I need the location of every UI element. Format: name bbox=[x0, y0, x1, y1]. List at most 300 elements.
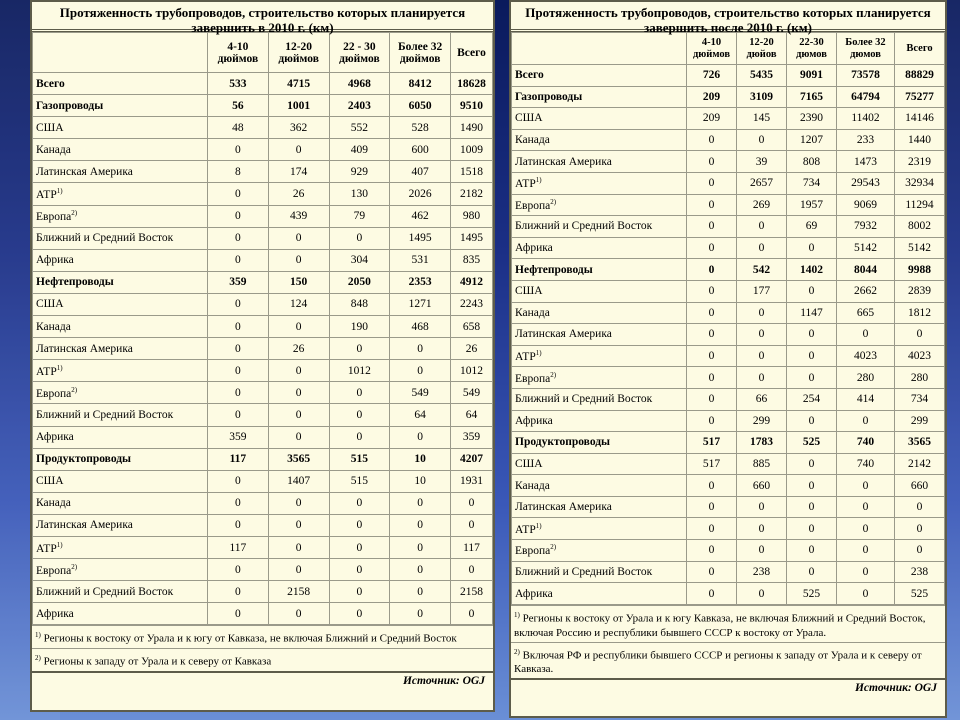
table-cell: 0 bbox=[787, 453, 837, 475]
table-cell: 64 bbox=[451, 404, 493, 426]
table-cell: 11294 bbox=[895, 194, 945, 216]
table-row bbox=[33, 117, 493, 139]
row-label bbox=[512, 496, 687, 518]
table-row bbox=[512, 151, 945, 173]
row-label bbox=[33, 271, 208, 293]
row-label-text: Канада bbox=[36, 143, 71, 156]
row-label bbox=[512, 172, 687, 194]
row-label bbox=[33, 139, 208, 161]
table-cell: 1440 bbox=[895, 129, 945, 151]
table-cell: 8 bbox=[208, 161, 269, 183]
right-column-header: 22-30 дюмов bbox=[787, 33, 837, 65]
row-label-text: Африка bbox=[36, 254, 74, 267]
footnote-ref: 2) bbox=[71, 385, 78, 394]
table-row bbox=[512, 259, 945, 281]
table-cell: 0 bbox=[329, 581, 390, 603]
table-cell: 0 bbox=[737, 302, 787, 324]
footnote-mark: 2) bbox=[514, 647, 520, 656]
table-cell: 1957 bbox=[787, 194, 837, 216]
row-label-text: США bbox=[36, 298, 64, 311]
table-cell: 14146 bbox=[895, 108, 945, 130]
table-cell: 9988 bbox=[895, 259, 945, 281]
row-label bbox=[512, 216, 687, 238]
table-row bbox=[33, 603, 493, 625]
table-cell: 0 bbox=[687, 172, 737, 194]
table-cell: 848 bbox=[329, 293, 390, 315]
table-cell: 0 bbox=[787, 561, 837, 583]
right-header-row bbox=[512, 33, 945, 65]
table-cell: 145 bbox=[737, 108, 787, 130]
table-cell: 0 bbox=[208, 183, 269, 205]
left-table-title: Протяженность трубопроводов, строительство которых планируется завершить в 2010 г. (км) bbox=[32, 2, 493, 32]
row-label bbox=[512, 345, 687, 367]
table-cell: 0 bbox=[451, 514, 493, 536]
table-cell: 0 bbox=[687, 302, 737, 324]
table-cell: 0 bbox=[208, 205, 269, 227]
table-cell: 0 bbox=[268, 249, 329, 271]
table-cell: 117 bbox=[208, 448, 269, 470]
footnote-mark: 1) bbox=[35, 631, 41, 640]
table-row bbox=[33, 73, 493, 95]
row-label-text: Всего bbox=[36, 77, 65, 90]
left-header-row bbox=[33, 33, 493, 73]
table-cell: 409 bbox=[329, 139, 390, 161]
table-cell: 600 bbox=[390, 139, 451, 161]
row-label-text: Африка bbox=[515, 242, 553, 255]
row-label-text: АТР bbox=[36, 542, 57, 555]
row-label-text: Нефтепроводы bbox=[515, 263, 593, 276]
table-row bbox=[512, 324, 945, 346]
row-label bbox=[512, 540, 687, 562]
right-table-panel bbox=[509, 0, 947, 718]
table-cell: 209 bbox=[687, 108, 737, 130]
table-cell: 66 bbox=[737, 388, 787, 410]
table-cell: 407 bbox=[390, 161, 451, 183]
table-cell: 1012 bbox=[329, 360, 390, 382]
table-cell: 549 bbox=[451, 382, 493, 404]
right-footnote-2 bbox=[511, 642, 945, 679]
row-label-text: США bbox=[36, 475, 64, 488]
row-label bbox=[33, 73, 208, 95]
table-cell: 0 bbox=[687, 540, 737, 562]
table-cell: 1402 bbox=[787, 259, 837, 281]
row-label-text: Латинская Америка bbox=[515, 155, 612, 168]
row-label bbox=[512, 237, 687, 259]
row-label bbox=[33, 559, 208, 581]
table-row bbox=[512, 453, 945, 475]
table-cell: 0 bbox=[268, 603, 329, 625]
row-label bbox=[33, 581, 208, 603]
table-row bbox=[512, 237, 945, 259]
table-cell: 0 bbox=[837, 410, 895, 432]
table-cell: 0 bbox=[895, 518, 945, 540]
right-column-header: Более 32 дюмов bbox=[837, 33, 895, 65]
table-cell: 0 bbox=[329, 338, 390, 360]
row-label bbox=[512, 432, 687, 454]
table-row bbox=[33, 205, 493, 227]
table-cell: 0 bbox=[208, 139, 269, 161]
table-cell: 665 bbox=[837, 302, 895, 324]
table-cell: 835 bbox=[451, 249, 493, 271]
footnote-text: Регионы к востоку от Урала и к югу от Кавказа, не включая Ближний и Средний Восток bbox=[43, 633, 457, 645]
row-label bbox=[512, 583, 687, 605]
footnote-text: Регионы к востоку от Урала и к югу Кавказа, не включая Ближний и Средний Восток, включая Россию и республики бывшего СССР к востоку от Урала. bbox=[514, 612, 926, 639]
row-label-text: АТР bbox=[36, 188, 57, 201]
row-label bbox=[512, 129, 687, 151]
table-row bbox=[33, 95, 493, 117]
table-cell: 1009 bbox=[451, 139, 493, 161]
row-label-text: Газопроводы bbox=[36, 99, 104, 112]
table-cell: 1473 bbox=[837, 151, 895, 173]
table-cell: 0 bbox=[687, 237, 737, 259]
table-row bbox=[33, 249, 493, 271]
table-cell: 517 bbox=[687, 453, 737, 475]
left-column-header: Всего bbox=[451, 33, 493, 73]
table-cell: 0 bbox=[787, 518, 837, 540]
table-cell: 8044 bbox=[837, 259, 895, 281]
table-cell: 0 bbox=[208, 470, 269, 492]
table-cell: 0 bbox=[687, 345, 737, 367]
table-cell: 1518 bbox=[451, 161, 493, 183]
right-column-header: Всего bbox=[895, 33, 945, 65]
footnote-ref: 2) bbox=[550, 197, 557, 206]
table-cell: 0 bbox=[687, 151, 737, 173]
row-label bbox=[33, 536, 208, 558]
table-cell: 0 bbox=[895, 324, 945, 346]
table-cell: 0 bbox=[208, 492, 269, 514]
table-cell: 130 bbox=[329, 183, 390, 205]
table-cell: 0 bbox=[837, 583, 895, 605]
table-row bbox=[512, 280, 945, 302]
table-cell: 1495 bbox=[390, 227, 451, 249]
right-footnote-1 bbox=[511, 605, 945, 642]
table-cell: 0 bbox=[208, 603, 269, 625]
row-label-text: Ближний и Средний Восток bbox=[515, 565, 653, 578]
table-cell: 808 bbox=[787, 151, 837, 173]
table-cell: 0 bbox=[390, 581, 451, 603]
footnote-text: Включая РФ и республики бывшего СССР и регионы к западу от Урала и к северу от Кавказа. bbox=[514, 649, 922, 676]
row-label bbox=[33, 117, 208, 139]
footnote-mark: 2) bbox=[35, 654, 41, 662]
table-row bbox=[512, 86, 945, 108]
table-row bbox=[512, 302, 945, 324]
table-cell: 1931 bbox=[451, 470, 493, 492]
table-cell: 1207 bbox=[787, 129, 837, 151]
row-label bbox=[512, 561, 687, 583]
row-label bbox=[512, 410, 687, 432]
table-cell: 2050 bbox=[329, 271, 390, 293]
table-cell: 0 bbox=[329, 227, 390, 249]
left-footnote-2 bbox=[32, 648, 493, 671]
table-cell: 0 bbox=[329, 536, 390, 558]
table-cell: 0 bbox=[208, 338, 269, 360]
table-cell: 88829 bbox=[895, 65, 945, 87]
table-cell: 1495 bbox=[451, 227, 493, 249]
footnote-mark: 1) bbox=[514, 610, 520, 619]
left-column-header: 22 - 30 дюймов bbox=[329, 33, 390, 73]
table-cell: 0 bbox=[329, 603, 390, 625]
table-row bbox=[512, 367, 945, 389]
row-label-text: Европа bbox=[515, 372, 551, 385]
table-cell: 660 bbox=[895, 475, 945, 497]
row-label bbox=[512, 324, 687, 346]
table-row bbox=[33, 183, 493, 205]
row-label-text: США bbox=[515, 457, 543, 470]
table-cell: 2142 bbox=[895, 453, 945, 475]
table-cell: 0 bbox=[687, 324, 737, 346]
table-cell: 0 bbox=[737, 518, 787, 540]
table-cell: 0 bbox=[268, 514, 329, 536]
table-cell: 48 bbox=[208, 117, 269, 139]
table-cell: 531 bbox=[390, 249, 451, 271]
table-cell: 4968 bbox=[329, 73, 390, 95]
table-cell: 29543 bbox=[837, 172, 895, 194]
table-cell: 0 bbox=[687, 367, 737, 389]
table-cell: 0 bbox=[837, 540, 895, 562]
row-label-text: Канада bbox=[36, 320, 71, 333]
table-cell: 0 bbox=[268, 227, 329, 249]
table-cell: 0 bbox=[208, 404, 269, 426]
table-cell: 0 bbox=[737, 216, 787, 238]
table-cell: 525 bbox=[787, 432, 837, 454]
footnote-text: Регионы к западу от Урала и к северу от Кавказа bbox=[43, 655, 272, 668]
row-label-text: Европа bbox=[36, 564, 72, 577]
table-cell: 0 bbox=[687, 280, 737, 302]
table-cell: 269 bbox=[737, 194, 787, 216]
right-data-table bbox=[511, 32, 945, 605]
row-label bbox=[33, 293, 208, 315]
table-cell: 0 bbox=[787, 410, 837, 432]
row-label bbox=[33, 161, 208, 183]
row-label-text: Канада bbox=[515, 306, 550, 319]
row-label-text: США bbox=[36, 121, 64, 134]
table-cell: 0 bbox=[208, 581, 269, 603]
row-label bbox=[512, 388, 687, 410]
table-cell: 4715 bbox=[268, 73, 329, 95]
right-table-title: Протяженность трубопроводов, строительство которых планируется завершить после 2010 г. (км) bbox=[511, 2, 945, 32]
table-cell: 280 bbox=[837, 367, 895, 389]
left-source: Источник: OGJ bbox=[32, 671, 493, 689]
table-cell: 885 bbox=[737, 453, 787, 475]
table-cell: 238 bbox=[737, 561, 787, 583]
table-cell: 0 bbox=[268, 360, 329, 382]
table-cell: 549 bbox=[390, 382, 451, 404]
right-header-corner bbox=[512, 33, 687, 65]
table-cell: 0 bbox=[787, 475, 837, 497]
row-label bbox=[512, 453, 687, 475]
table-cell: 2182 bbox=[451, 183, 493, 205]
table-cell: 8002 bbox=[895, 216, 945, 238]
table-cell: 0 bbox=[268, 536, 329, 558]
left-table-panel bbox=[30, 0, 495, 712]
row-label bbox=[33, 382, 208, 404]
table-cell: 2158 bbox=[451, 581, 493, 603]
table-row bbox=[512, 65, 945, 87]
table-cell: 525 bbox=[787, 583, 837, 605]
footnote-ref: 1) bbox=[56, 540, 63, 549]
table-cell: 0 bbox=[208, 360, 269, 382]
table-cell: 5435 bbox=[737, 65, 787, 87]
table-row bbox=[33, 227, 493, 249]
row-label bbox=[33, 205, 208, 227]
table-cell: 0 bbox=[787, 237, 837, 259]
table-cell: 658 bbox=[451, 316, 493, 338]
table-cell: 740 bbox=[837, 432, 895, 454]
row-label bbox=[512, 86, 687, 108]
table-cell: 0 bbox=[451, 603, 493, 625]
table-cell: 39 bbox=[737, 151, 787, 173]
row-label-text: Ближний и Средний Восток bbox=[36, 408, 174, 421]
table-cell: 0 bbox=[268, 426, 329, 448]
table-cell: 734 bbox=[895, 388, 945, 410]
row-label-text: Ближний и Средний Восток bbox=[36, 232, 174, 245]
table-cell: 929 bbox=[329, 161, 390, 183]
row-label bbox=[33, 492, 208, 514]
row-label bbox=[33, 404, 208, 426]
table-row bbox=[33, 536, 493, 558]
table-cell: 528 bbox=[390, 117, 451, 139]
table-cell: 9069 bbox=[837, 194, 895, 216]
table-cell: 254 bbox=[787, 388, 837, 410]
row-label bbox=[512, 518, 687, 540]
table-cell: 517 bbox=[687, 432, 737, 454]
row-label bbox=[33, 603, 208, 625]
table-cell: 64 bbox=[390, 404, 451, 426]
table-cell: 26 bbox=[451, 338, 493, 360]
left-column-header: 12-20 дюймов bbox=[268, 33, 329, 73]
table-cell: 79 bbox=[329, 205, 390, 227]
row-label-text: Продуктопроводы bbox=[36, 453, 132, 466]
table-cell: 552 bbox=[329, 117, 390, 139]
table-cell: 533 bbox=[208, 73, 269, 95]
table-cell: 0 bbox=[687, 129, 737, 151]
table-cell: 0 bbox=[268, 139, 329, 161]
table-cell: 4207 bbox=[451, 448, 493, 470]
table-cell: 8412 bbox=[390, 73, 451, 95]
table-cell: 1012 bbox=[451, 360, 493, 382]
table-cell: 734 bbox=[787, 172, 837, 194]
table-cell: 4912 bbox=[451, 271, 493, 293]
table-cell: 0 bbox=[390, 426, 451, 448]
table-cell: 0 bbox=[268, 382, 329, 404]
table-cell: 660 bbox=[737, 475, 787, 497]
table-cell: 0 bbox=[737, 496, 787, 518]
row-label bbox=[33, 448, 208, 470]
table-cell: 2662 bbox=[837, 280, 895, 302]
row-label-text: АТР bbox=[36, 365, 57, 378]
table-cell: 2158 bbox=[268, 581, 329, 603]
table-cell: 1783 bbox=[737, 432, 787, 454]
table-row bbox=[512, 194, 945, 216]
table-cell: 0 bbox=[268, 559, 329, 581]
table-row bbox=[512, 583, 945, 605]
table-cell: 7165 bbox=[787, 86, 837, 108]
table-cell: 0 bbox=[390, 514, 451, 536]
table-cell: 2390 bbox=[787, 108, 837, 130]
table-cell: 0 bbox=[787, 345, 837, 367]
footnote-ref: 2) bbox=[550, 370, 557, 379]
table-cell: 280 bbox=[895, 367, 945, 389]
table-row bbox=[33, 382, 493, 404]
table-cell: 0 bbox=[451, 492, 493, 514]
footnote-ref: 2) bbox=[71, 209, 78, 218]
left-data-table bbox=[32, 32, 493, 625]
table-cell: 0 bbox=[687, 518, 737, 540]
table-row bbox=[512, 496, 945, 518]
footnote-ref: 2) bbox=[550, 543, 557, 552]
table-row bbox=[33, 581, 493, 603]
table-cell: 0 bbox=[687, 259, 737, 281]
table-cell: 0 bbox=[737, 367, 787, 389]
table-cell: 233 bbox=[837, 129, 895, 151]
table-row bbox=[33, 360, 493, 382]
table-cell: 9510 bbox=[451, 95, 493, 117]
row-label bbox=[33, 227, 208, 249]
table-cell: 0 bbox=[737, 540, 787, 562]
table-cell: 5142 bbox=[895, 237, 945, 259]
table-cell: 0 bbox=[687, 216, 737, 238]
table-cell: 0 bbox=[208, 227, 269, 249]
table-row bbox=[33, 470, 493, 492]
table-cell: 0 bbox=[329, 559, 390, 581]
table-cell: 0 bbox=[687, 388, 737, 410]
table-cell: 3565 bbox=[895, 432, 945, 454]
table-row bbox=[512, 345, 945, 367]
table-row bbox=[512, 518, 945, 540]
table-cell: 0 bbox=[787, 324, 837, 346]
table-cell: 9091 bbox=[787, 65, 837, 87]
table-cell: 0 bbox=[390, 603, 451, 625]
table-cell: 190 bbox=[329, 316, 390, 338]
table-row bbox=[33, 293, 493, 315]
table-cell: 0 bbox=[329, 404, 390, 426]
table-cell: 56 bbox=[208, 95, 269, 117]
table-cell: 299 bbox=[895, 410, 945, 432]
row-label-text: Газопроводы bbox=[515, 90, 583, 103]
table-cell: 117 bbox=[451, 536, 493, 558]
table-cell: 5142 bbox=[837, 237, 895, 259]
table-cell: 0 bbox=[451, 559, 493, 581]
table-cell: 32934 bbox=[895, 172, 945, 194]
table-cell: 4023 bbox=[837, 345, 895, 367]
footnote-ref: 1) bbox=[56, 363, 63, 372]
table-cell: 515 bbox=[329, 470, 390, 492]
table-cell: 0 bbox=[390, 559, 451, 581]
row-label-text: Ближний и Средний Восток bbox=[36, 585, 174, 598]
table-cell: 1490 bbox=[451, 117, 493, 139]
right-source: Источник: OGJ bbox=[511, 678, 945, 696]
table-cell: 0 bbox=[787, 496, 837, 518]
table-cell: 64794 bbox=[837, 86, 895, 108]
table-cell: 11402 bbox=[837, 108, 895, 130]
table-cell: 1407 bbox=[268, 470, 329, 492]
row-label-text: Ближний и Средний Восток bbox=[515, 393, 653, 406]
table-cell: 0 bbox=[737, 129, 787, 151]
table-row bbox=[512, 410, 945, 432]
table-cell: 0 bbox=[329, 514, 390, 536]
table-row bbox=[512, 129, 945, 151]
table-cell: 0 bbox=[329, 492, 390, 514]
row-label bbox=[512, 65, 687, 87]
left-header-corner bbox=[33, 33, 208, 73]
table-cell: 0 bbox=[687, 496, 737, 518]
table-cell: 0 bbox=[895, 496, 945, 518]
table-row bbox=[512, 216, 945, 238]
table-cell: 2403 bbox=[329, 95, 390, 117]
table-row bbox=[512, 432, 945, 454]
table-cell: 0 bbox=[390, 360, 451, 382]
row-label bbox=[512, 108, 687, 130]
